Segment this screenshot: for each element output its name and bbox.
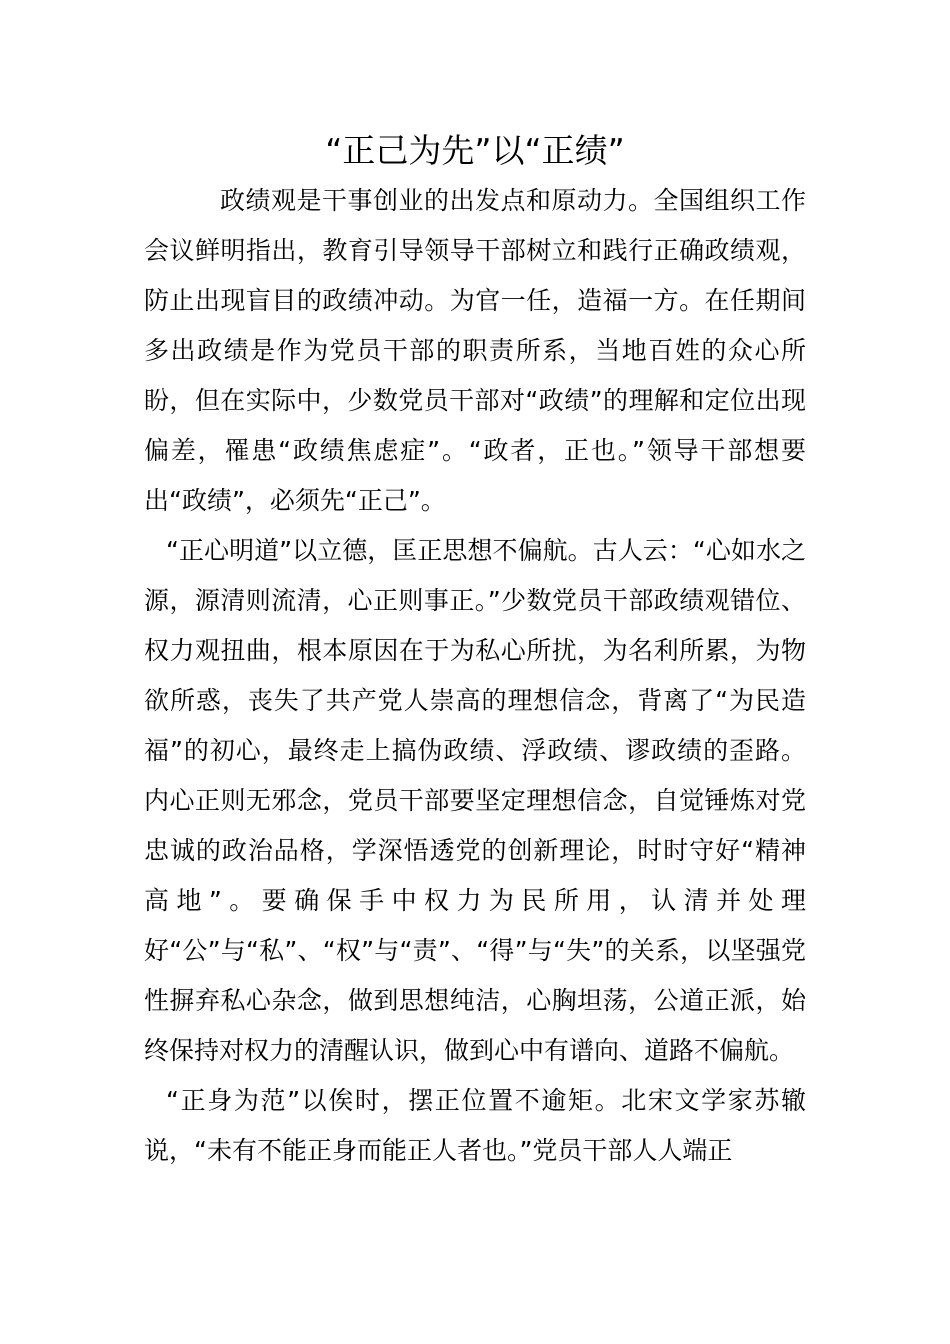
paragraph-1: 政绩观是干事创业的出发点和原动力。全国组织工作会议鲜明指出，教育引导领导干部树立和践行正确政绩观，防止出现盲目的政绩冲动。为官一任，造福一方。在任期间多出政绩是作为党员干部的职责所系，当地百姓的众心所盼，但在实际中，少数党员干部对“政绩”的理解和定位出现偏差，罹患“政绩焦虑症”。“政者，正也。”领导干部想要出“政绩”，必须先“正己”。 [144, 186, 806, 515]
paragraph-2: “正心明道”以立德，匡正思想不偏航。古人云：“心如水之源，源清则流清，心正则事正。”少数党员干部政绩观错位、权力观扭曲，根本原因在于为私心所扰，为名利所累，为物欲所惑，丧失了共产党人崇高的理想信念，背离了“为民造福”的初心，最终走上搞伪政绩、浮政绩、谬政绩的歪路。内心正则无邪念，党员干部要坚定理想信念，自觉锤炼对党忠诚的政治品格，学深悟透党的创新理论，时时守好“精神高地”。要确保手中权力为民所用，认清并处理好“公”与“私”、“权”与“责”、“得”与“失”的关系，以坚强党性摒弃私心杂念，做到思想纯洁，心胸坦荡，公道正派，始终保持对权力的清醒认识，做到心中有谱向、道路不偏航。 [144, 536, 806, 1065]
paragraph-3: “正身为范”以俟时，摆正位置不逾矩。北宋文学家苏辙说，“未有不能正身而能正人者也。”党员干部人人端正 [144, 1086, 806, 1165]
document-title: “正己为先”以“正绩” [325, 131, 625, 170]
document-body [144, 176, 806, 1176]
